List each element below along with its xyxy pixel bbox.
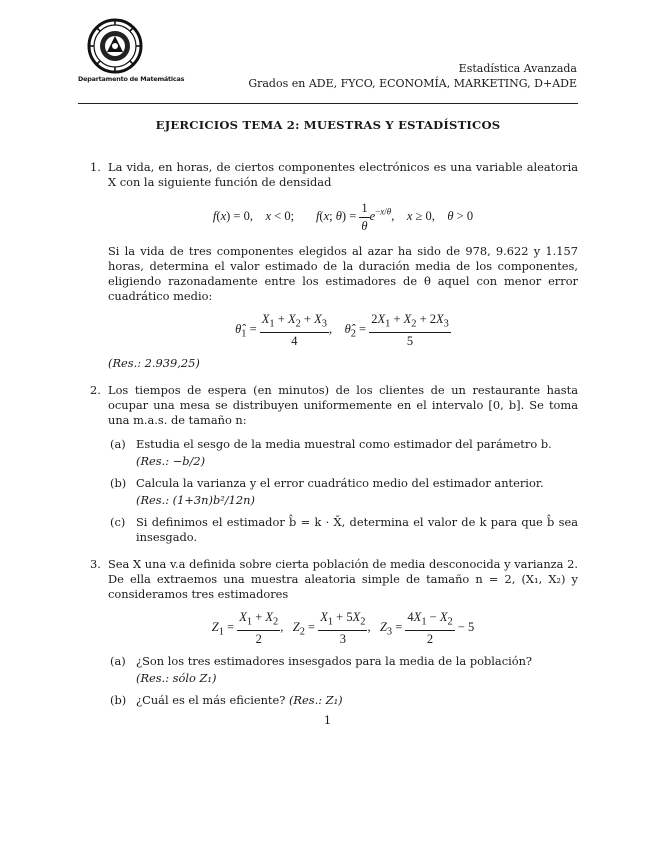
exercise-question: Si la vida de tres componentes elegidos al azar ha sido de 978, 9.622 y 1.157 horas, determina el valor estimado de la duración media de los componentes, eligiendo razonadamente entre los estimadores de θ aquel con menor error cuadrático medio:	[108, 244, 578, 303]
density-formula: f(x) = 0, x < 0; f(x; θ) = $\frac{1}{\theta}$ $e^{-x/\theta}$, x ≥ 0, θ > 0	[212, 201, 474, 233]
exercise-list	[78, 160, 578, 708]
subquestion-label: (b)	[110, 476, 127, 491]
exercise-3	[78, 557, 578, 645]
page-title: EJERCICIOS TEMA 2: MUESTRAS Y ESTADÍSTICOS	[155, 118, 501, 132]
subquestion-text: ¿Son los tres estimadores insesgados para la media de la población?	[136, 653, 533, 668]
exercise-statement: La vida, en horas, de ciertos componentes electrónicos es una variable aleatoria X con la siguiente función de densidad	[108, 160, 578, 189]
result-text: (Res.: (1+3n)b²/12n)	[136, 493, 255, 508]
exercise-2	[78, 383, 578, 545]
subquestion-label: (a)	[110, 653, 126, 668]
subquestion-3b	[78, 693, 578, 708]
subquestion-c	[108, 515, 578, 545]
university-logo	[78, 18, 185, 88]
result-text: (Res.: 2.939,25)	[108, 356, 200, 371]
estimators-formula: $\thetâ_1$ = $\frac{X_1 + X_2 + X_3}{4}$ , $\thetâ_2$ = $\frac{2X_1 + X_2 + 2X_3}{5}$	[235, 312, 449, 348]
subquestion-text: Si definimos el estimador b̂ = k · X̄, determina el valor de k para que b̂ sea insesgado.	[136, 515, 578, 545]
subquestion-label: (c)	[110, 515, 126, 530]
exercise-number: 1.	[90, 160, 101, 174]
exercise-1	[78, 160, 578, 371]
exercise-statement: Sea X una v.a definida sobre cierta población de media desconocida y varianza 2. De ella extraemos una muestra aleatoria simple de tamaño n = 2, (X₁, X₂) y consideramos tres estimadores	[108, 557, 578, 602]
department-name: Departamento de Matemáticas	[78, 75, 185, 83]
university-seal-icon	[87, 18, 143, 74]
three-estimators-formula: $Z_1$ = $\frac{X_1 + X_2}{2}$ , $Z_2$ = $\frac{X_1 + 5X_2}{3}$ , $Z_3$ = $\frac{4X_1 - X_2}{2}$ − 5	[211, 610, 475, 647]
subquestion-a	[108, 437, 578, 469]
subquestion-line	[136, 693, 578, 708]
header-divider	[78, 103, 578, 104]
page-number: 1	[323, 713, 332, 727]
exercise-statement: Los tiempos de espera (en minutos) de los clientes de un restaurante hasta ocupar una mesa se distribuyen uniformemente en el intervalo [0, b]. Se toma una m.a.s. de tamaño n:	[108, 383, 578, 428]
result-text: (Res.: −b/2)	[136, 454, 206, 469]
subquestion-text: Calcula la varianza y el error cuadrático medio del estimador anterior.	[136, 476, 544, 491]
course-info	[248, 61, 577, 91]
subquestion-text: ¿Cuál es el más eficiente?	[136, 692, 286, 707]
exercise-number: 3.	[90, 557, 101, 572]
result-text: (Res.: sólo Z₁)	[136, 670, 217, 685]
exercise-number: 2.	[90, 383, 101, 398]
subquestion-text: Estudia el sesgo de la media muestral como estimador del parámetro b.	[136, 437, 552, 452]
subquestion-label: (a)	[110, 437, 126, 452]
subquestion-label: (b)	[110, 692, 127, 707]
result-text: (Res.: Z₁)	[288, 692, 343, 707]
degree-list: Grados en ADE, FYCO, ECONOMÍA, MARKETING, D+ADE	[248, 77, 577, 90]
course-name: Estadística Avanzada	[458, 62, 577, 75]
subquestion-3a	[78, 654, 578, 686]
subquestion-b	[108, 476, 578, 508]
